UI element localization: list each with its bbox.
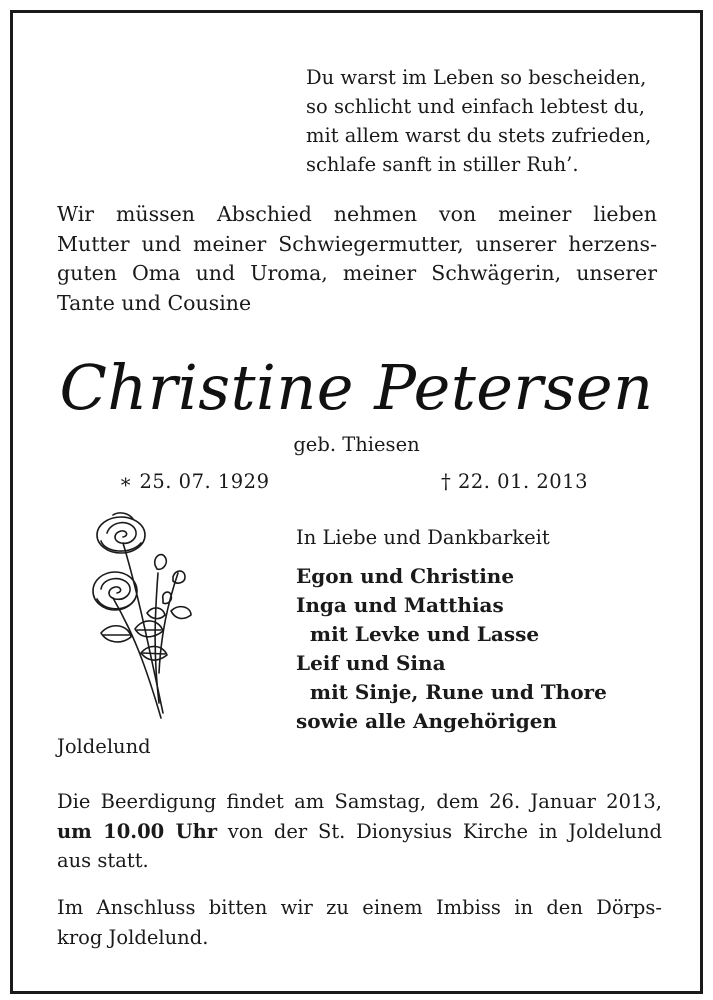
intro-line: Mutter und meiner Schwiegermutter, unserer herzens- [57,231,657,256]
obituary-frame [10,10,703,994]
reception-line: krog Joldelund. [57,925,209,949]
reception-line: Im Anschluss bitten wir zu einem Imbiss in den Dörps- [57,896,662,919]
funeral-location: von der St. Dionysius Kirche in Joldelund [217,819,662,843]
family-member: mit Levke und Lasse [296,622,540,646]
death-date: † 22. 01. 2013 [441,470,588,493]
poem [306,63,651,179]
funeral-line: Die Beerdigung findet am Samstag, dem 26. Januar 2013, [57,790,662,813]
poem-line: mit allem warst du stets zufrieden, [306,124,652,147]
funeral-line [57,817,662,847]
family-member: Inga und Matthias [296,593,504,617]
family-member: Leif und Sina [296,651,446,675]
intro-line: Tante und Cousine [57,290,252,315]
family-list [296,562,607,736]
place-name: Joldelund [57,735,151,758]
reception-notice [57,893,662,952]
rose-icon [83,503,203,733]
deceased-name: Christine Petersen [59,351,654,424]
intro-text [57,200,657,318]
family-member: mit Sinje, Rune und Thore [296,680,607,704]
birth-name: geb. Thiesen [293,433,420,456]
poem-line: schlafe sanft in stiller Ruh’. [306,153,579,176]
family-member: sowie alle Angehörigen [296,709,557,733]
family-member: Egon und Christine [296,564,515,588]
intro-line: Wir müssen Abschied nehmen von meiner lieben [57,202,657,226]
poem-line: Du warst im Leben so bescheiden, [306,66,647,89]
funeral-line: aus statt. [57,849,149,872]
thanks-line: In Liebe und Dankbarkeit [296,526,550,549]
birth-date: ∗ 25. 07. 1929 [119,470,270,493]
funeral-notice [57,787,662,876]
intro-line: guten Oma und Uroma, meiner Schwägerin, unserer [57,261,657,285]
funeral-time: um 10.00 Uhr [57,819,218,843]
poem-line: so schlicht und einfach lebtest du, [306,95,645,118]
